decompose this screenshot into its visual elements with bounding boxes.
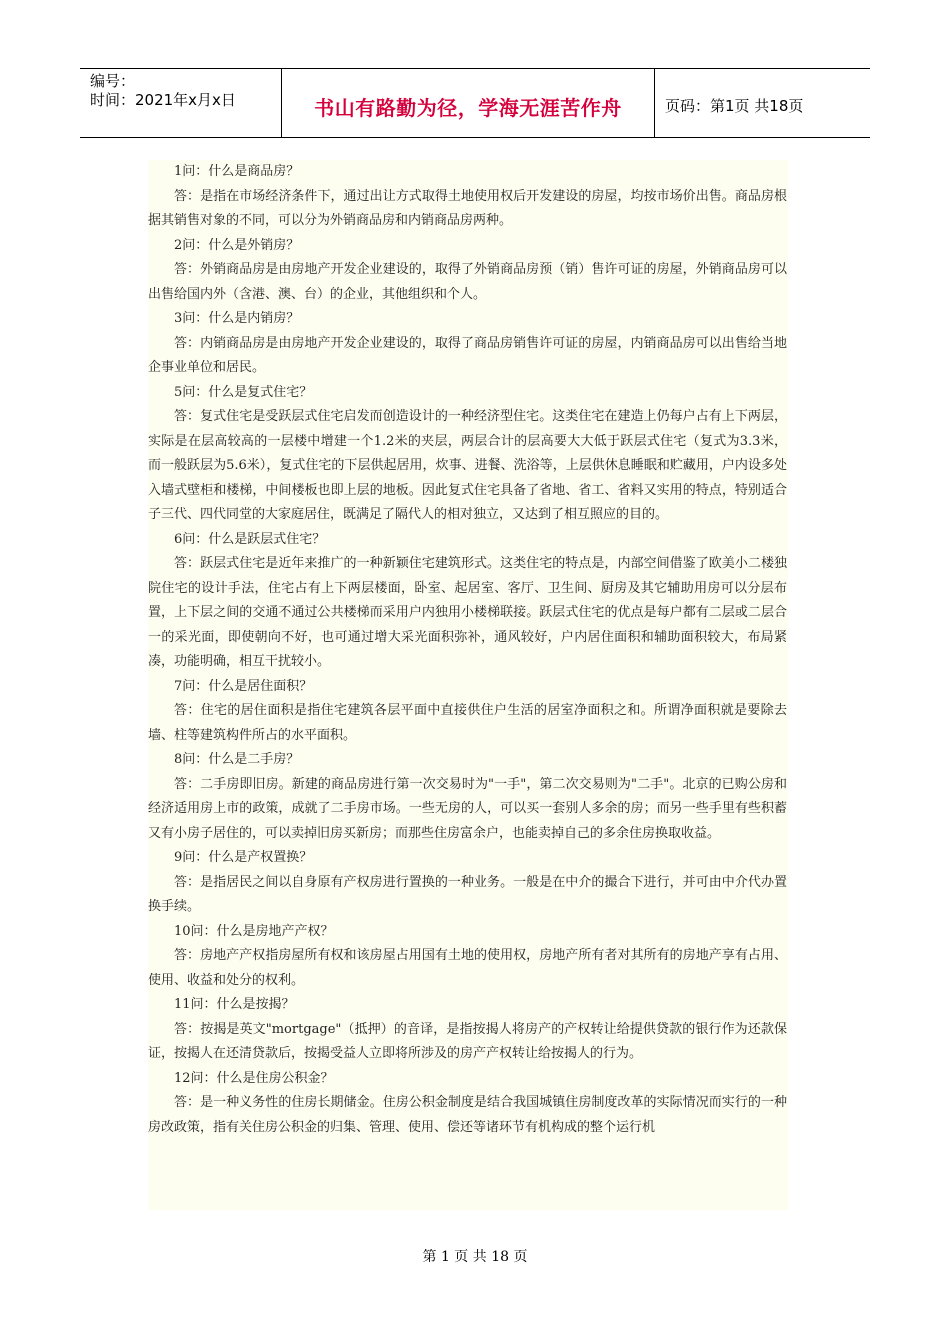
header-motto-cell	[282, 69, 655, 137]
page-footer: 第 1 页 共 18 页	[422, 1249, 528, 1265]
answer-10: 答：房地产产权指房屋所有权和该房屋占用国有土地的使用权，房地产所有者对其所有的房地产享有占用、使用、收益和处分的权利。	[148, 948, 787, 988]
document-header	[80, 68, 870, 138]
answer-11: 答：按揭是英文"mortgage"（抵押）的音译，是指按揭人将房产的产权转让给提供贷款的银行作为还款保证，按揭人在还清贷款后，按揭受益人立即将所涉及的房产产权转让给按揭人的行为。	[148, 1021, 787, 1061]
question-7: 7问：什么是居住面积？	[174, 678, 313, 694]
document-time-label: 时间：2021年x月x日	[90, 91, 236, 109]
question-9: 9问：什么是产权置换？	[174, 850, 313, 865]
header-meta-cell	[80, 69, 282, 137]
answer-7: 答：住宅的居住面积是指住宅建筑各层平面中直接供住户生活的居室净面积之和。所谓净面积就是要除去墙、柱等建筑构件所占的水平面积。	[148, 703, 787, 743]
question-11: 11问：什么是按揭？	[174, 997, 295, 1012]
answer-3: 答：内销商品房是由房地产开发企业建设的，取得了商品房销售许可证的房屋，内销商品房可以出售给当地企事业单位和居民。	[148, 335, 787, 375]
question-8: 8问：什么是二手房？	[174, 752, 300, 767]
question-3: 3问：什么是内销房？	[174, 311, 300, 326]
qa-content	[148, 160, 788, 1210]
answer-9: 答：是指居民之间以自身原有产权房进行置换的一种业务。一般是在中介的撮合下进行，并可由中介代办置换手续。	[148, 874, 787, 914]
header-motto: 书山有路勤为径，学海无涯苦作舟	[314, 96, 622, 120]
question-2: 2问：什么是外销房？	[174, 237, 300, 253]
header-page-cell	[655, 69, 870, 137]
question-10: 10问：什么是房地产产权？	[174, 923, 334, 939]
answer-6: 答：跃层式住宅是近年来推广的一种新颖住宅建筑形式。这类住宅的特点是，内部空间借鉴了欧美小二楼独院住宅的设计手法，住宅占有上下两层楼面，卧室、起居室、客厅、卫生间、厨房及其它辅助用房可以分层布置，上下层之间的交通不通过公共楼梯而采用户内独用小楼梯联接。跃层式住宅的优点是每户都有二层或二层合一的采光面，即使朝向不好，也可通过增大采光面积弥补，通风较好，户内居住面积和辅助面积较大，布局紧凑，功能明确，相互干扰较小。	[148, 556, 787, 669]
answer-2: 答：外销商品房是由房地产开发企业建设的，取得了外销商品房预（销）售许可证的房屋，外销商品房可以出售给国内外（含港、澳、台）的企业，其他组织和个人。	[148, 262, 787, 302]
answer-8: 答：二手房即旧房。新建的商品房进行第一次交易时为"一手"，第二次交易则为"二手"。北京的已购公房和经济适用房上市的政策，成就了二手房市场。一些无房的人，可以买一套别人多余的房；而另一些手里有些积蓄又有小房子居住的，可以卖掉旧房买新房；而那些住房富余户，也能卖掉自己的多余住房换取收益。	[148, 776, 787, 841]
answer-12: 答：是一种义务性的住房长期储金。住房公积金制度是结合我国城镇住房制度改革的实际情况而实行的一种房改政策，指有关住房公积金的归集、管理、使用、偿还等诸环节有机构成的整个运行机	[148, 1095, 787, 1135]
answer-5: 答：复式住宅是受跃层式住宅启发而创造设计的一种经济型住宅。这类住宅在建造上仍每户占有上下两层，实际是在层高较高的一层楼中增建一个1.2米的夹层，两层合计的层高要大大低于跃层式住宅（复式为3.3米，而一般跃层为5.6米），复式住宅的下层供起居用，炊事、进餐、洗浴等，上层供休息睡眠和贮藏用，户内设多处入墙式壁柜和楼梯，中间楼板也即上层的地板。因此复式住宅具备了省地、省工、省料又实用的特点，特别适合子三代、四代同堂的大家庭居住，既满足了隔代人的相对独立，又达到了相互照应的目的。	[148, 409, 787, 522]
question-5: 5问：什么是复式住宅？	[174, 384, 313, 400]
question-1: 1问：什么是商品房？	[174, 164, 300, 179]
document-number-label: 编号：	[90, 72, 136, 90]
question-6: 6问：什么是跃层式住宅？	[174, 531, 326, 547]
answer-1: 答：是指在市场经济条件下，通过出让方式取得土地使用权后开发建设的房屋，均按市场价出售。商品房根据其销售对象的不同，可以分为外销商品房和内销商品房两种。	[148, 188, 787, 228]
header-page-info: 页码：第1页 共18页	[665, 97, 804, 115]
question-12: 12问：什么是住房公积金？	[174, 1070, 334, 1086]
